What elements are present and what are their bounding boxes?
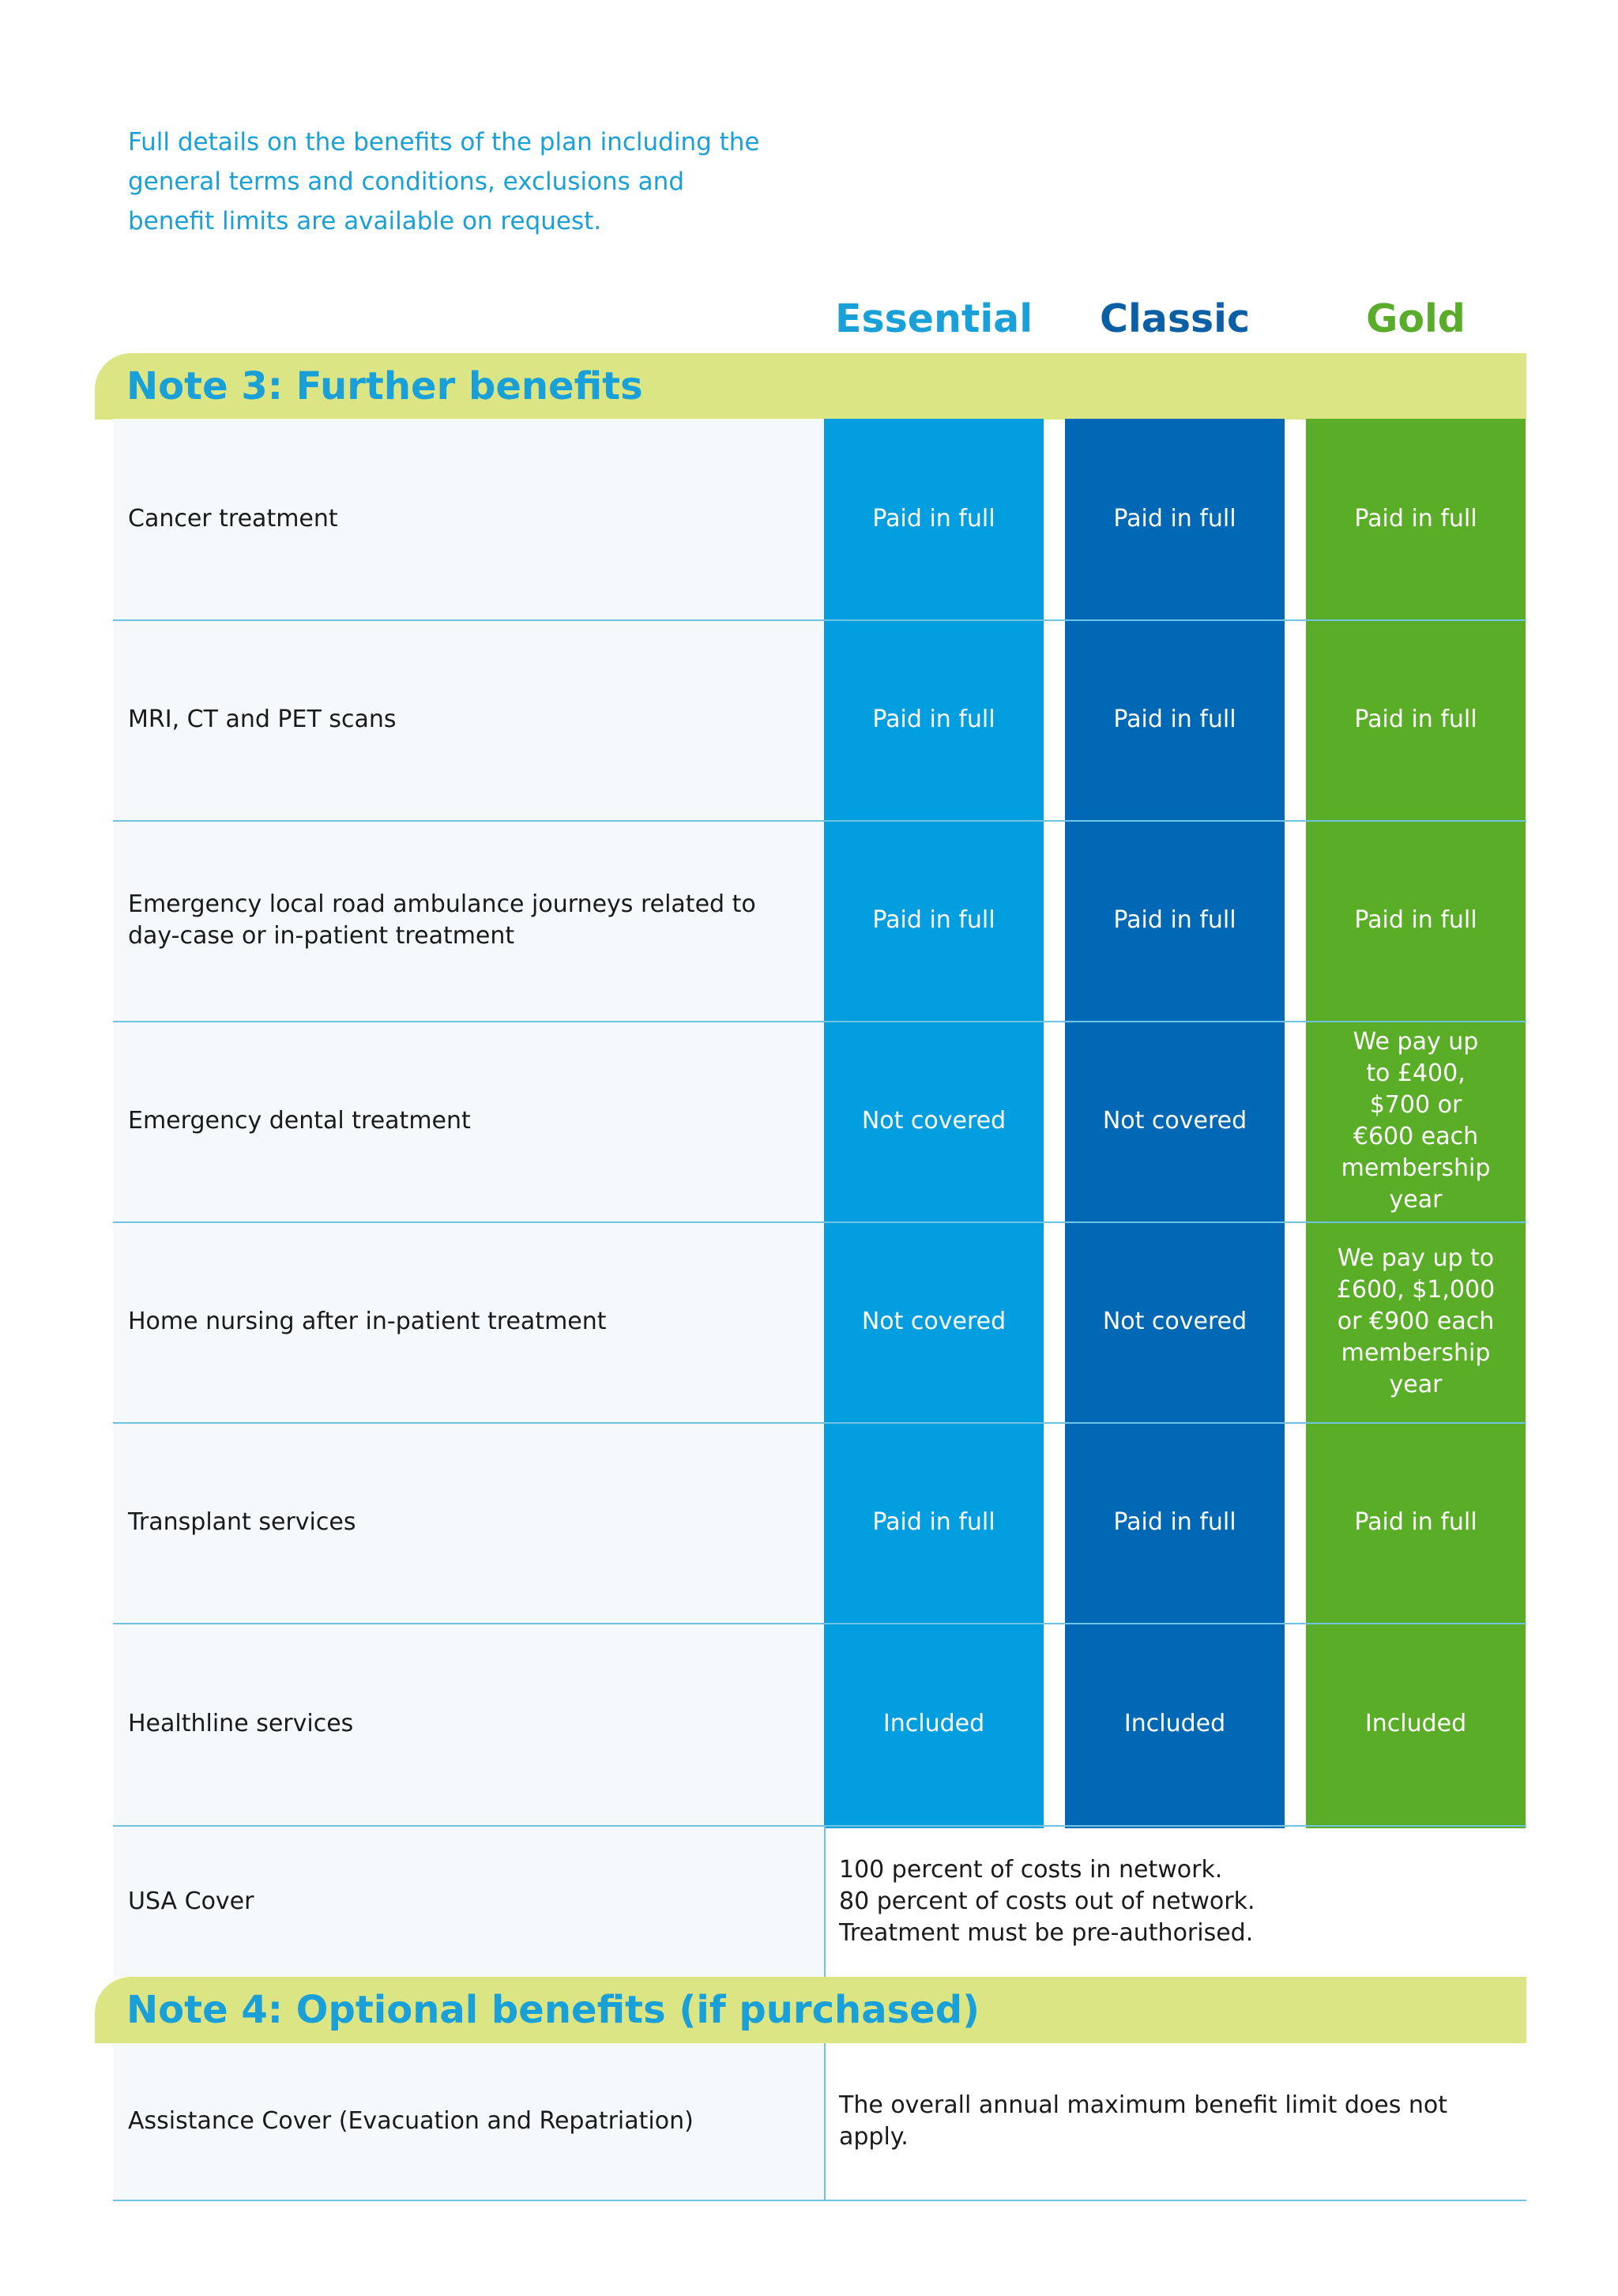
gold-value: We pay up to £400, $700 or €600 each membership year xyxy=(1341,1028,1491,1214)
assistance-cover-details: The overall annual maximum benefit limit does not apply. xyxy=(839,2091,1448,2151)
plan-header-essential: Essential xyxy=(834,296,1033,341)
classic-value: Not covered xyxy=(1102,1107,1247,1135)
column-divider xyxy=(824,1827,826,1977)
essential-value: Paid in full xyxy=(872,1508,995,1536)
gold-value: Paid in full xyxy=(1354,706,1477,733)
gold-value: We pay up to £600, $1,000 or €900 each membership year xyxy=(1336,1244,1496,1398)
usa-cover-line: Treatment must be pre-authorised. xyxy=(839,1919,1254,1947)
intro-line: general terms and conditions, exclusions and xyxy=(128,167,685,196)
gold-value: Included xyxy=(1364,1710,1467,1737)
essential-value: Paid in full xyxy=(872,906,995,934)
gold-value: Paid in full xyxy=(1354,1508,1477,1536)
essential-value: Included xyxy=(882,1710,985,1737)
usa-cover-details xyxy=(839,1827,1518,1977)
column-divider xyxy=(824,2043,826,2200)
gold-value: Paid in full xyxy=(1354,906,1477,934)
plan-header-classic: Classic xyxy=(1100,296,1250,341)
benefit-label: Healthline services xyxy=(128,1710,354,1737)
intro-line: benefit limits are available on request. xyxy=(128,207,602,235)
benefit-label: MRI, CT and PET scans xyxy=(128,706,397,733)
essential-value: Not covered xyxy=(861,1308,1007,1335)
essential-value: Not covered xyxy=(861,1107,1007,1135)
note3-title: Note 3: Further benefits xyxy=(95,353,1526,420)
plan-header-gold: Gold xyxy=(1366,296,1466,341)
classic-value: Paid in full xyxy=(1113,1508,1236,1536)
usa-cover-label: USA Cover xyxy=(128,1888,254,1915)
benefit-label: Home nursing after in-patient treatment xyxy=(128,1308,607,1335)
intro-text xyxy=(128,122,760,241)
benefit-label: Emergency dental treatment xyxy=(128,1107,471,1135)
assistance-cover-label: Assistance Cover (Evacuation and Repatriation) xyxy=(128,2107,694,2135)
row-divider xyxy=(113,2200,1526,2201)
usa-cover-line: 80 percent of costs out of network. xyxy=(839,1888,1255,1915)
benefit-label: Cancer treatment xyxy=(128,505,338,533)
essential-value: Paid in full xyxy=(872,706,995,733)
classic-value: Not covered xyxy=(1102,1308,1247,1335)
intro-line: Full details on the benefits of the plan including the xyxy=(128,128,760,156)
classic-value: Paid in full xyxy=(1113,505,1236,533)
benefit-label: Transplant services xyxy=(128,1508,356,1536)
gold-value: Paid in full xyxy=(1354,505,1477,533)
classic-value: Included xyxy=(1123,1710,1226,1737)
essential-value: Paid in full xyxy=(872,505,995,533)
benefit-label: Emergency local road ambulance journeys related to day-case or in-patient treatment xyxy=(128,890,756,950)
usa-cover-line: 100 percent of costs in network. xyxy=(839,1856,1223,1884)
classic-value: Paid in full xyxy=(1113,706,1236,733)
classic-value: Paid in full xyxy=(1113,906,1236,934)
note4-title: Note 4: Optional benefits (if purchased) xyxy=(95,1977,1526,2043)
